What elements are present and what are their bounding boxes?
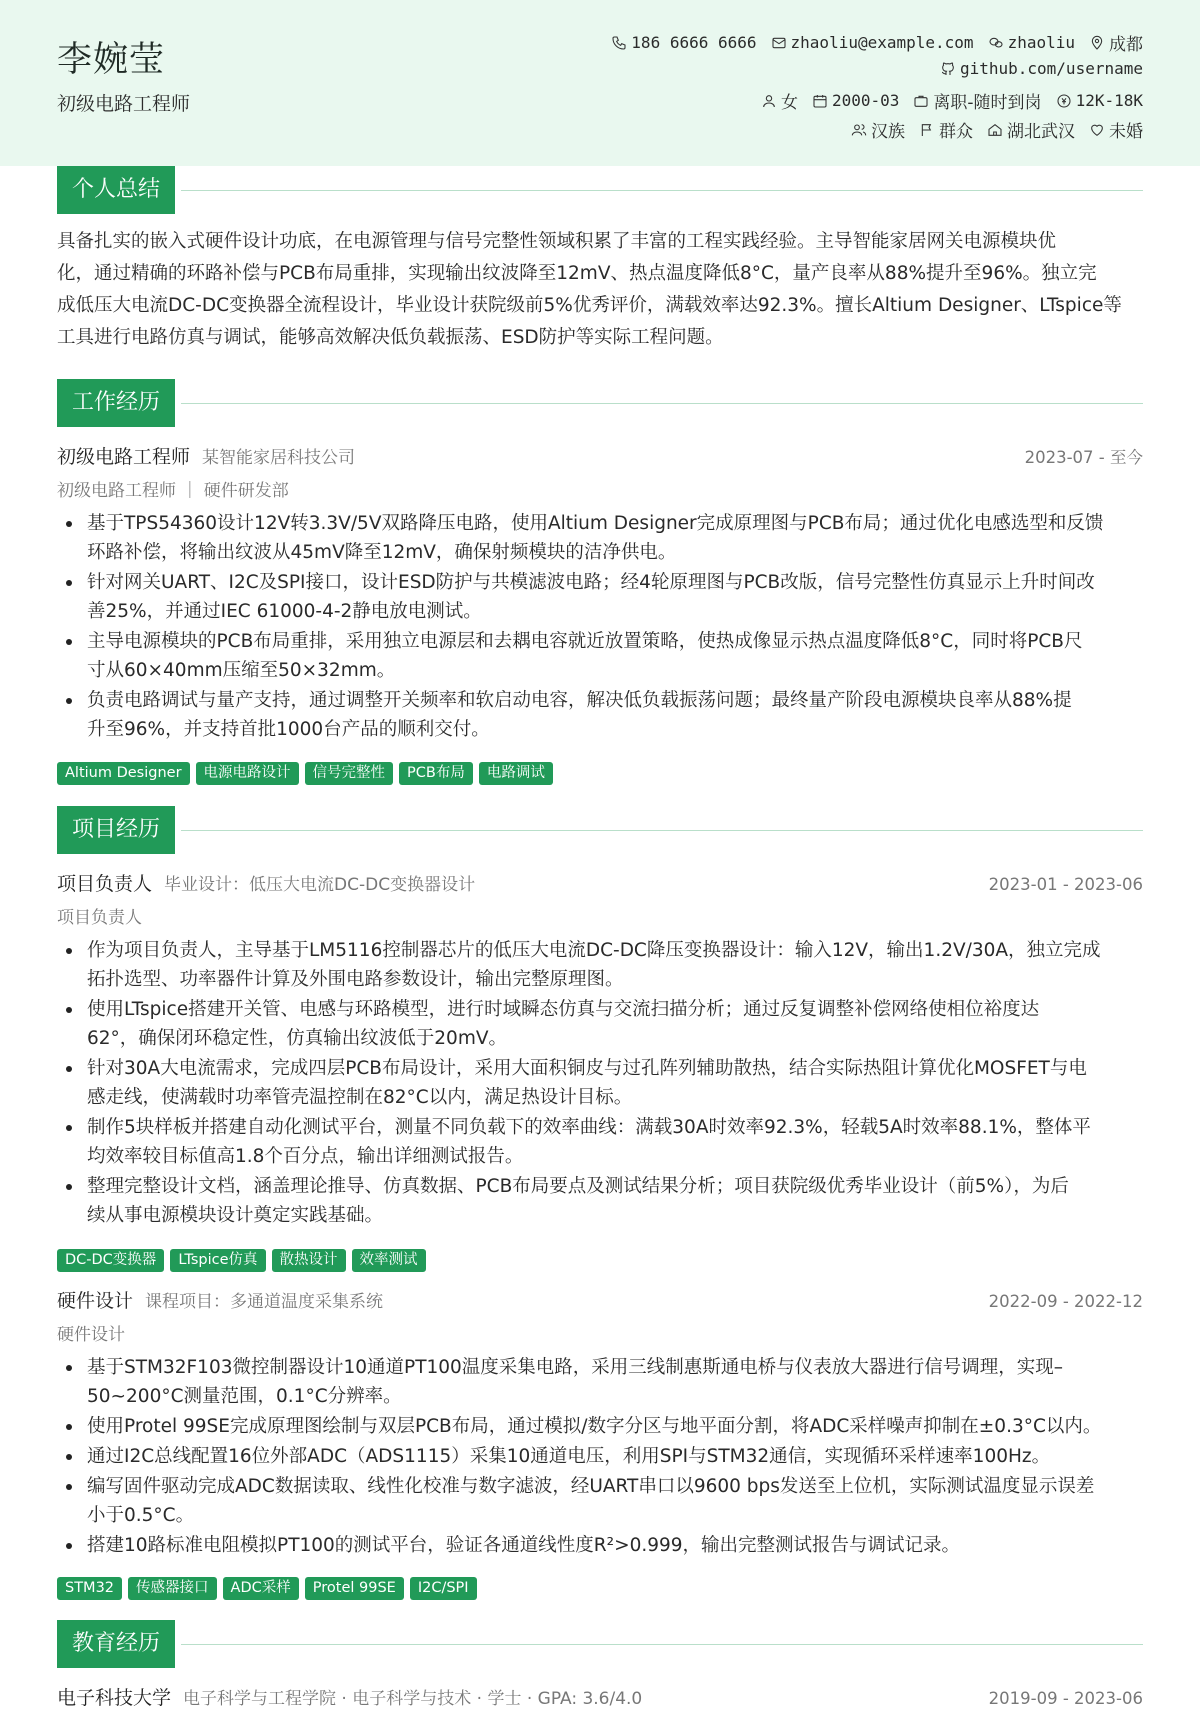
contact-row-4 — [837, 117, 1143, 142]
list-item: 通过I2C总线配置16位外部ADC（ADS1115）采集10通道电压，利用SPI与STM32通信，实现循环采样速率100Hz。 — [57, 1442, 1147, 1471]
project-date: 2023-01 - 2023-06 — [988, 875, 1143, 894]
wechat-icon — [988, 35, 1004, 51]
briefcase-icon — [913, 93, 929, 109]
summary-text: 具备扎实的嵌入式硬件设计功底，在电源管理与信号完整性领域积累了丰富的工程实践经验。主导智能家居网关电源模块优 化，通过精确的环路补偿与PCB布局重排，实现输出纹波降至12mV、热点温度降低8°C，量产良率从88%提升至96%。独立完 成低压大电流DC-DC变换器全流程设计，毕业设计获院级前5%优秀评价，满载效率达92.3%。擅长Altium Designer、LTspice等 工具进行电路仿真与调试，能够高效解决低负载振荡、ESD防护等实际工程问题。 — [57, 231, 1122, 348]
work-date: 2023-07 - 至今 — [1024, 448, 1143, 467]
ethnicity-item: 汉族 — [851, 117, 905, 142]
project-date: 2022-09 - 2022-12 — [988, 1292, 1143, 1311]
skill-tag: I2C/SPI — [410, 1577, 477, 1600]
money-icon — [1056, 93, 1072, 109]
list-item: 使用LTspice搭建开关管、电感与环路模型，进行时域瞬态仿真与交流扫描分析；通过反复调整补偿网络使相位裕度达 62°，确保闭环稳定性，仿真输出纹波低于20mV。 — [57, 995, 1147, 1053]
work-role: 初级电路工程师 — [57, 446, 191, 468]
user-icon — [761, 93, 777, 109]
section-work — [57, 379, 1143, 427]
list-item: 作为项目负责人，主导基于LM5116控制器芯片的低压大电流DC-DC降压变换器设计：输入12V，输出1.2V/30A，独立完成 拓扑选型、功率器件计算及外围电路参数设计，输出完整原理图。 — [57, 936, 1147, 994]
birth-item: 2000-03 — [812, 91, 899, 110]
hometown-item: 湖北武汉 — [987, 117, 1075, 142]
contact-row-1 — [597, 30, 1143, 55]
salary-item: 12K-18K — [1056, 91, 1143, 110]
work-entry-header — [57, 442, 1143, 469]
skill-tag: Protel 99SE — [305, 1577, 404, 1600]
contact-row-2 — [926, 59, 1143, 78]
list-item: 编写固件驱动完成ADC数据读取、线性化校准与数字滤波，经UART串口以9600 bps发送至上位机，实际测试温度显示误差 小于0.5°C。 — [57, 1472, 1147, 1530]
section-summary — [57, 166, 1143, 214]
mail-icon — [771, 35, 787, 51]
project-role: 项目负责人 — [57, 873, 153, 895]
skill-tag: STM32 — [57, 1577, 122, 1600]
list-item: 搭建10路标准电阻模拟PT100的测试平台，验证各通道线性度R²>0.999，输出完整测试报告与调试记录。 — [57, 1531, 1147, 1560]
flag-icon — [919, 122, 935, 138]
wechat-item: zhaoliu — [988, 33, 1075, 52]
section-divider — [181, 190, 1143, 191]
skill-tag: PCB布局 — [399, 762, 473, 785]
project-subtitle: 硬件设计 — [57, 1325, 125, 1345]
section-title: 项目经历 — [57, 806, 175, 854]
political-item: 群众 — [919, 117, 973, 142]
location-pin-icon — [1089, 35, 1105, 51]
home-icon — [987, 122, 1003, 138]
work-subtitle: 初级电路工程师 ｜ 硬件研发部 — [57, 481, 289, 501]
github-item[interactable]: github.com/username — [940, 59, 1143, 78]
job-title: 初级电路工程师 — [57, 93, 191, 115]
resume-header — [0, 0, 1200, 166]
section-divider — [181, 403, 1143, 404]
list-item: 针对网关UART、I2C及SPI接口，设计ESD防护与共模滤波电路；经4轮原理图与PCB改版，信号完整性仿真显示上升时间改 善25%，并通过IEC 61000-4-2静电放电测试。 — [57, 568, 1147, 626]
school-name: 电子科技大学 — [57, 1687, 172, 1709]
list-item: 针对30A大电流需求，完成四层PCB布局设计，采用大面积铜皮与过孔阵列辅助散热，结合实际热阻计算优化MOSFET与电 感走线，使满载时功率管壳温控制在82°C以内，满足热设计目标。 — [57, 1054, 1147, 1112]
skill-tag: 信号完整性 — [305, 762, 394, 785]
users-icon — [851, 122, 867, 138]
list-item: 基于STM32F103微控制器设计10通道PT100温度采集电路，采用三线制惠斯通电桥与仪表放大器进行信号调理，实现– 50~200°C测量范围，0.1°C分辨率。 — [57, 1353, 1147, 1411]
skill-tag: DC-DC变换器 — [57, 1249, 164, 1272]
list-item: 基于TPS54360设计12V转3.3V/5V双路降压电路，使用Altium Designer完成原理图与PCB布局；通过优化电感选型和反馈 环路补偿，将输出纹波从45mV降至12mV，确保射频模块的洁净供电。 — [57, 509, 1147, 567]
section-projects — [57, 806, 1143, 854]
section-divider — [181, 830, 1143, 831]
section-title: 工作经历 — [57, 379, 175, 427]
skill-tag: 效率测试 — [352, 1249, 426, 1272]
calendar-icon — [812, 93, 828, 109]
project-tags — [57, 1249, 432, 1272]
list-item: 负责电路调试与量产支持，通过调整开关频率和软启动电容，解决低负载振荡问题；最终量产阶段电源模块良率从88%提 升至96%，并支持首批1000台产品的顺利交付。 — [57, 686, 1147, 744]
heart-icon — [1089, 122, 1105, 138]
candidate-name: 李婉莹 — [57, 40, 166, 80]
list-item: 制作5块样板并搭建自动化测试平台，测量不同负载下的效率曲线：满载30A时效率92.3%，轻载5A时效率88.1%，整体平 均效率较目标值高1.8个百分点，输出详细测试报告。 — [57, 1113, 1147, 1171]
project-subtitle: 项目负责人 — [57, 908, 142, 928]
project-bullets — [57, 936, 1147, 1231]
work-bullets — [57, 509, 1147, 745]
skill-tag: ADC采样 — [223, 1577, 299, 1600]
phone-item: 186 6666 6666 — [611, 33, 756, 52]
section-title: 个人总结 — [57, 166, 175, 214]
project-bullets — [57, 1353, 1147, 1561]
list-item: 主导电源模块的PCB布局重排，采用独立电源层和去耦电容就近放置策略，使热成像显示热点温度降低8°C，同时将PCB尺 寸从60×40mm压缩至50×32mm。 — [57, 627, 1147, 685]
education-detail: 电子科学与工程学院 · 电子科学与技术 · 学士 · GPA: 3.6/4.0 — [183, 1689, 643, 1709]
list-item: 使用Protel 99SE完成原理图绘制与双层PCB布局，通过模拟/数字分区与地平面分割，将ADC采样噪声抑制在±0.3°C以内。 — [57, 1412, 1147, 1441]
city-item: 成都 — [1089, 30, 1143, 55]
status-item: 离职-随时到岗 — [913, 88, 1041, 113]
section-education — [57, 1620, 1143, 1668]
work-tags — [57, 762, 559, 785]
skill-tag: 散热设计 — [272, 1249, 346, 1272]
skill-tag: LTspice仿真 — [170, 1249, 265, 1272]
section-title: 教育经历 — [57, 1620, 175, 1668]
marital-item: 未婚 — [1089, 117, 1143, 142]
phone-icon — [611, 35, 627, 51]
gender-item: 女 — [761, 88, 798, 113]
project-tags — [57, 1577, 483, 1600]
skill-tag: 电路调试 — [479, 762, 553, 785]
project-name: 课程项目：多通道温度采集系统 — [145, 1292, 384, 1312]
skill-tag: 电源电路设计 — [196, 762, 299, 785]
list-item: 整理完整设计文档，涵盖理论推导、仿真数据、PCB布局要点及测试结果分析；项目获院级优秀毕业设计（前5%），为后 续从事电源模块设计奠定实践基础。 — [57, 1172, 1147, 1230]
section-divider — [181, 1644, 1143, 1645]
contact-row-3 — [747, 88, 1143, 113]
project-entry-header — [57, 1286, 1143, 1313]
project-entry-header — [57, 869, 1143, 896]
email-item[interactable]: zhaoliu@example.com — [771, 33, 974, 52]
project-name: 毕业设计：低压大电流DC-DC变换器设计 — [164, 875, 476, 895]
skill-tag: Altium Designer — [57, 762, 190, 785]
skill-tag: 传感器接口 — [128, 1577, 217, 1600]
education-date: 2019-09 - 2023-06 — [988, 1689, 1143, 1708]
project-role: 硬件设计 — [57, 1290, 134, 1312]
github-icon — [940, 61, 956, 77]
work-company: 某智能家居科技公司 — [202, 448, 356, 468]
